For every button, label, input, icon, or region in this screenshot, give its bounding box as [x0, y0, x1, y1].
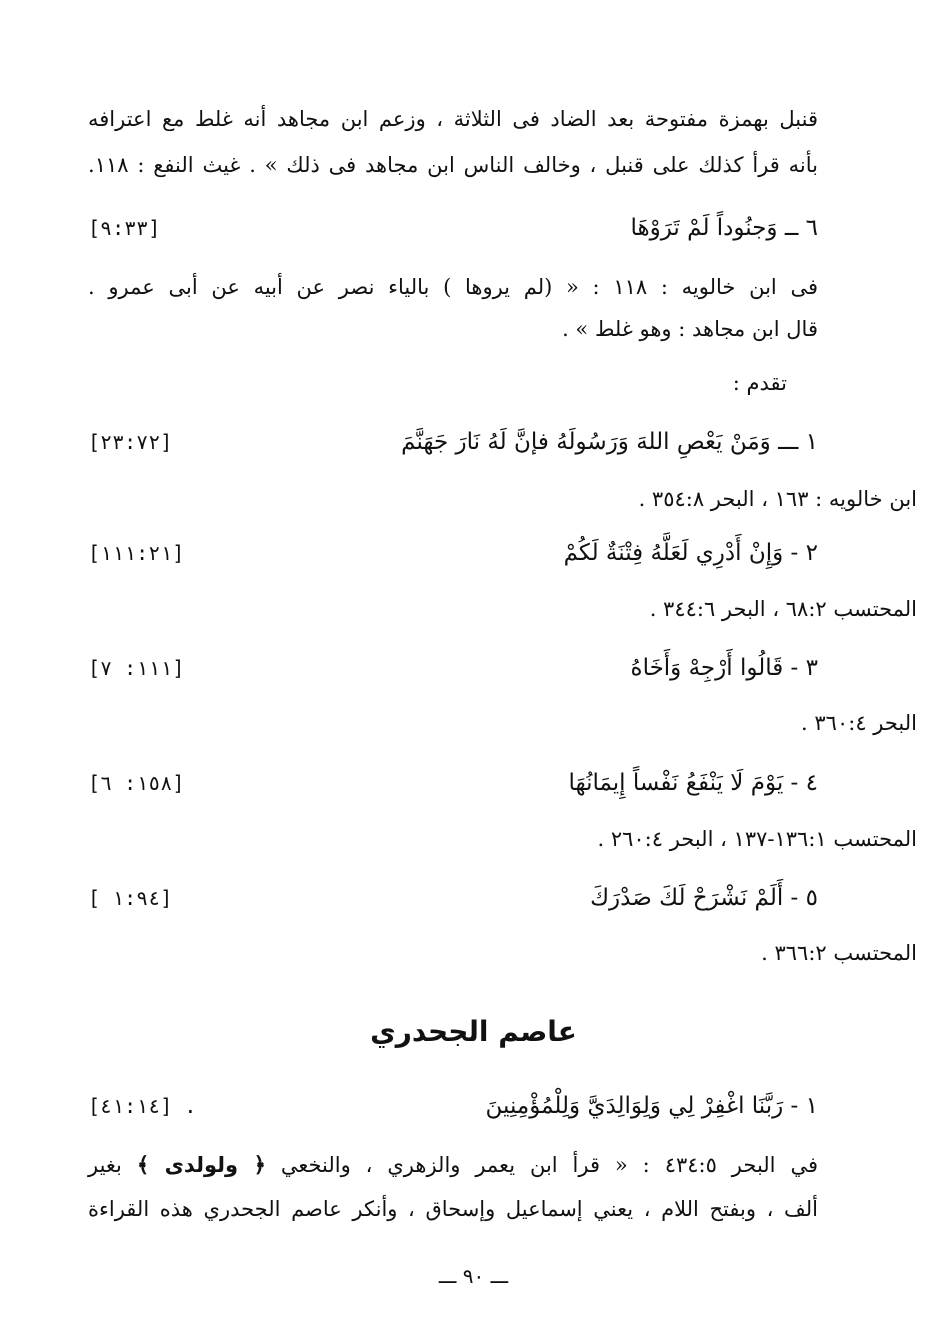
verse-reference: [٤١:١٤] . [88, 1094, 197, 1118]
source-citation: البحر ٣٦٠:٤ . [801, 711, 917, 735]
verse-row [88, 535, 818, 575]
quran-verse: ١ - رَبَّنَا اغْفِرْ لِي وَلِوَالِدَيَّ وَلِلْمُؤْمِنِينَ [485, 1093, 818, 1119]
verse-reference: [ ١:٩٤] [88, 886, 173, 910]
verse-row [88, 1088, 818, 1128]
verse-reference: [١٥٨: ٦] [88, 771, 185, 795]
quran-verse: ٤ - يَوْمَ لَا يَنْفَعُ نَفْساً إِيمَانُهَا [568, 770, 818, 796]
paragraph-line: قنبل بهمزة مفتوحة بعد الضاد فى الثلاثة ، وزعم ابن مجاهد أنه غلط مع اعترافه [88, 107, 818, 131]
paragraph-line: قال ابن مجاهد : وهو غلط » . [562, 317, 818, 341]
verse-reference: [٩:٣٣] [88, 216, 161, 240]
section-heading: عاصم الجحدري [370, 1015, 577, 1048]
source-citation: المحتسب ٣٦٦:٢ . [761, 941, 917, 965]
page-number: ـــ ٩٠ ـــ [438, 1264, 509, 1288]
verse-row [88, 650, 818, 690]
paragraph-text: في البحر ٤٣٤:٥ : « قرأ ابن يعمر والزهري ، والنخعي [280, 1153, 818, 1177]
verse-row [88, 765, 818, 805]
verse-reference: [١١١:٢١] [88, 541, 185, 565]
quran-verse: ٢ - وَإِنْ أَدْرِي لَعَلَّهُ فِتْنَةٌ لَكُمْ [563, 540, 818, 566]
paragraph-line: بأنه قرأ كذلك على قنبل ، وخالف الناس ابن مجاهد فى ذلك » . غيث النفع : ١١٨. [88, 153, 818, 177]
quran-verse: ٣ - قَالُوا أَرْجِهْ وَأَخَاهُ [630, 655, 818, 681]
verse-row [88, 210, 818, 250]
source-citation: المحتسب ٦٨:٢ ، البحر ٣٤٤:٦ . [649, 597, 917, 621]
quoted-word: ﴿ ولولدى ﴾ [136, 1153, 266, 1177]
note-label: تقدم : [732, 371, 787, 395]
quran-verse: ٥ - أَلَمْ نَشْرَحْ لَكَ صَدْرَكَ [590, 885, 818, 911]
verse-row [88, 880, 818, 920]
verse-reference: [١١١: ٧] [88, 656, 185, 680]
source-citation: ابن خالويه : ١٦٣ ، البحر ٣٥٤:٨ . [638, 487, 917, 511]
quran-verse: ٦ ــ وَجنُوداً لَمْ تَرَوْهَا [630, 215, 818, 241]
verse-row [88, 424, 818, 464]
quran-verse: ١ ـــ وَمَنْ يَعْصِ اللهَ وَرَسُولَهُ فإنَّ لَهُ نَارَ جَهَنَّمَ [401, 429, 818, 455]
paragraph-line: ألف ، وبفتح اللام ، يعني إسماعيل وإسحاق ، وأنكر عاصم الجحدري هذه القراءة [88, 1197, 818, 1221]
paragraph-line: فى ابن خالويه : ١١٨ : « (لم يروها ) بالياء نصر عن أبيه عن أبى عمرو . [88, 275, 818, 299]
paragraph-line [88, 1150, 818, 1180]
paragraph-text: بغير [88, 1153, 122, 1177]
source-citation: المحتسب ١٣٦:١-١٣٧ ، البحر ٢٦٠:٤ . [597, 827, 917, 851]
verse-reference: [٢٣:٧٢] [88, 430, 173, 454]
